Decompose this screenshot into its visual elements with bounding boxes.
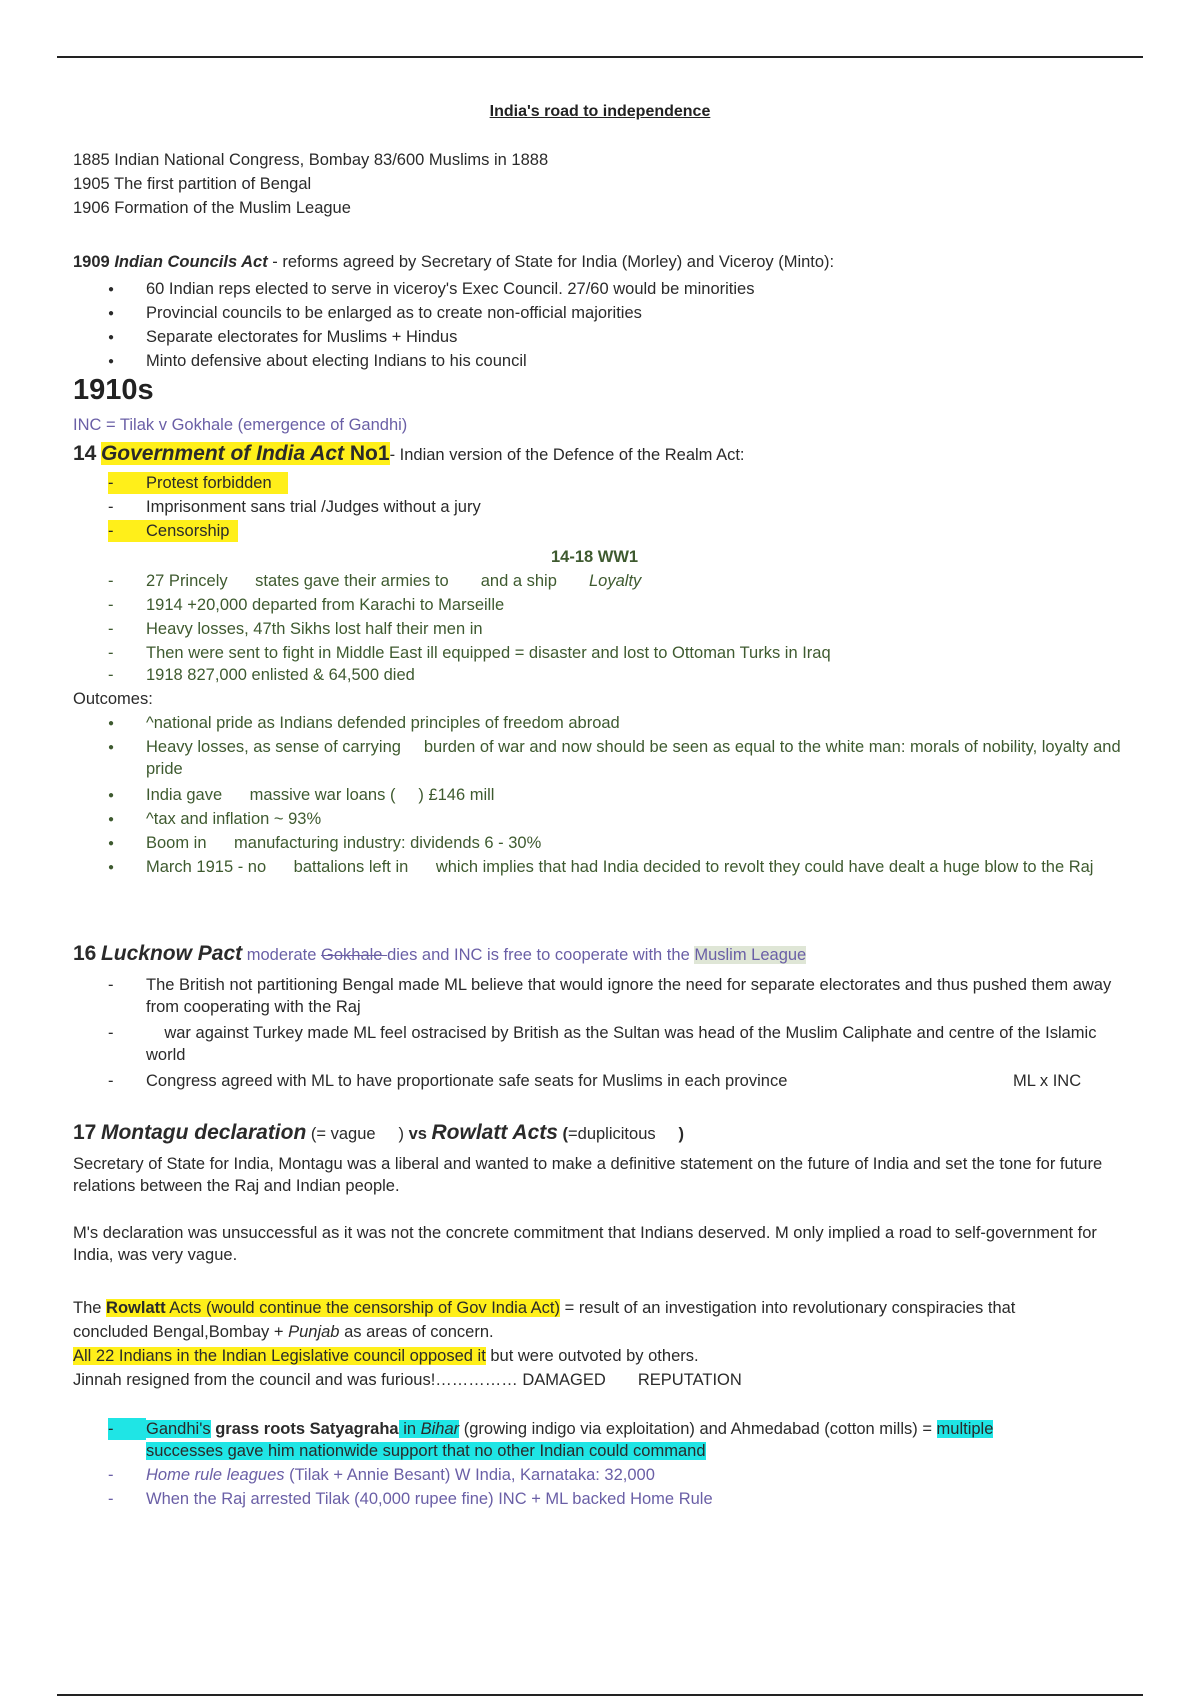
rowlatt-para-line2: concluded Bengal,Bombay + Punjab as areas of concern. — [73, 1323, 494, 1341]
section-lucknow: 16 Lucknow Pact moderate Gokhale dies and INC is free to cooperate with the Muslim League — [73, 942, 807, 965]
montagu-para-1: Secretary of State for India, Montagu was a liberal and wanted to make a definitive statement on the future of India and set the tone for future relations between the Raj and Indian people. — [73, 1155, 1103, 1195]
legislative-opposition: All 22 Indians in the Indian Legislative council opposed it but were outvoted by others. — [73, 1347, 699, 1365]
montagu-para-2: M's declaration was unsuccessful as it was not the concrete commitment that Indians deserved. M only implied a road to self-government for India, was very vague. — [73, 1224, 1097, 1264]
goi-name-highlight: Government of India Act No1 — [100, 442, 390, 465]
ml-inc-note: ML x INC — [1013, 1072, 1082, 1090]
section-1909 — [73, 251, 834, 273]
section-goi — [73, 443, 745, 466]
inc-line: INC = Tilak v Gokhale (emergence of Gandhi) — [73, 416, 408, 434]
bottom-rule — [57, 1694, 1143, 1696]
bullet-icon — [108, 326, 114, 351]
bullet-icon — [108, 350, 114, 375]
page-title: India's road to independence — [489, 103, 711, 120]
goi-name: Government of India Act — [100, 442, 345, 465]
act-desc: - reforms agreed by Secretary of State for India (Morley) and Viceroy (Minto): — [267, 253, 835, 271]
ww1-heading: 14-18 WW1 — [551, 548, 639, 566]
intro-line: 1906 Formation of the Muslim League — [73, 199, 351, 217]
bullet-icon — [108, 278, 114, 303]
bullet-icon — [108, 856, 114, 881]
bullet-icon — [108, 832, 114, 857]
outcomes-label: Outcomes: — [73, 690, 153, 708]
bullet-icon — [108, 784, 114, 809]
section-montagu: 17 Montagu declaration (= vague ) vs Rowlatt Acts (=duplicitous ) — [73, 1121, 685, 1144]
bullet-icon — [108, 302, 114, 327]
bullet-icon — [108, 736, 114, 761]
intro-line: 1905 The first partition of Bengal — [73, 175, 312, 193]
bullet-icon — [108, 712, 114, 737]
jinnah-line: Jinnah resigned from the council and was furious!…………… DAMAGED REPUTATION — [73, 1371, 742, 1389]
act-name: Indian Councils Act — [114, 253, 268, 271]
bullet-icon — [108, 808, 114, 833]
year-1909: 1909 — [73, 253, 110, 271]
rowlatt-para: The Rowlatt Acts (would continue the censorship of Gov India Act) = result of an investigation into revolutionary conspiracies that — [73, 1299, 1016, 1317]
year-14: 14 — [73, 442, 97, 465]
decade-heading: 1910s — [73, 374, 154, 406]
intro-line: 1885 Indian National Congress, Bombay 83/600 Muslims in 1888 — [73, 151, 549, 169]
lucknow-name: Lucknow Pact — [100, 942, 243, 965]
goi-desc: - Indian version of the Defence of the Realm Act: — [389, 446, 745, 464]
top-rule — [57, 56, 1143, 58]
